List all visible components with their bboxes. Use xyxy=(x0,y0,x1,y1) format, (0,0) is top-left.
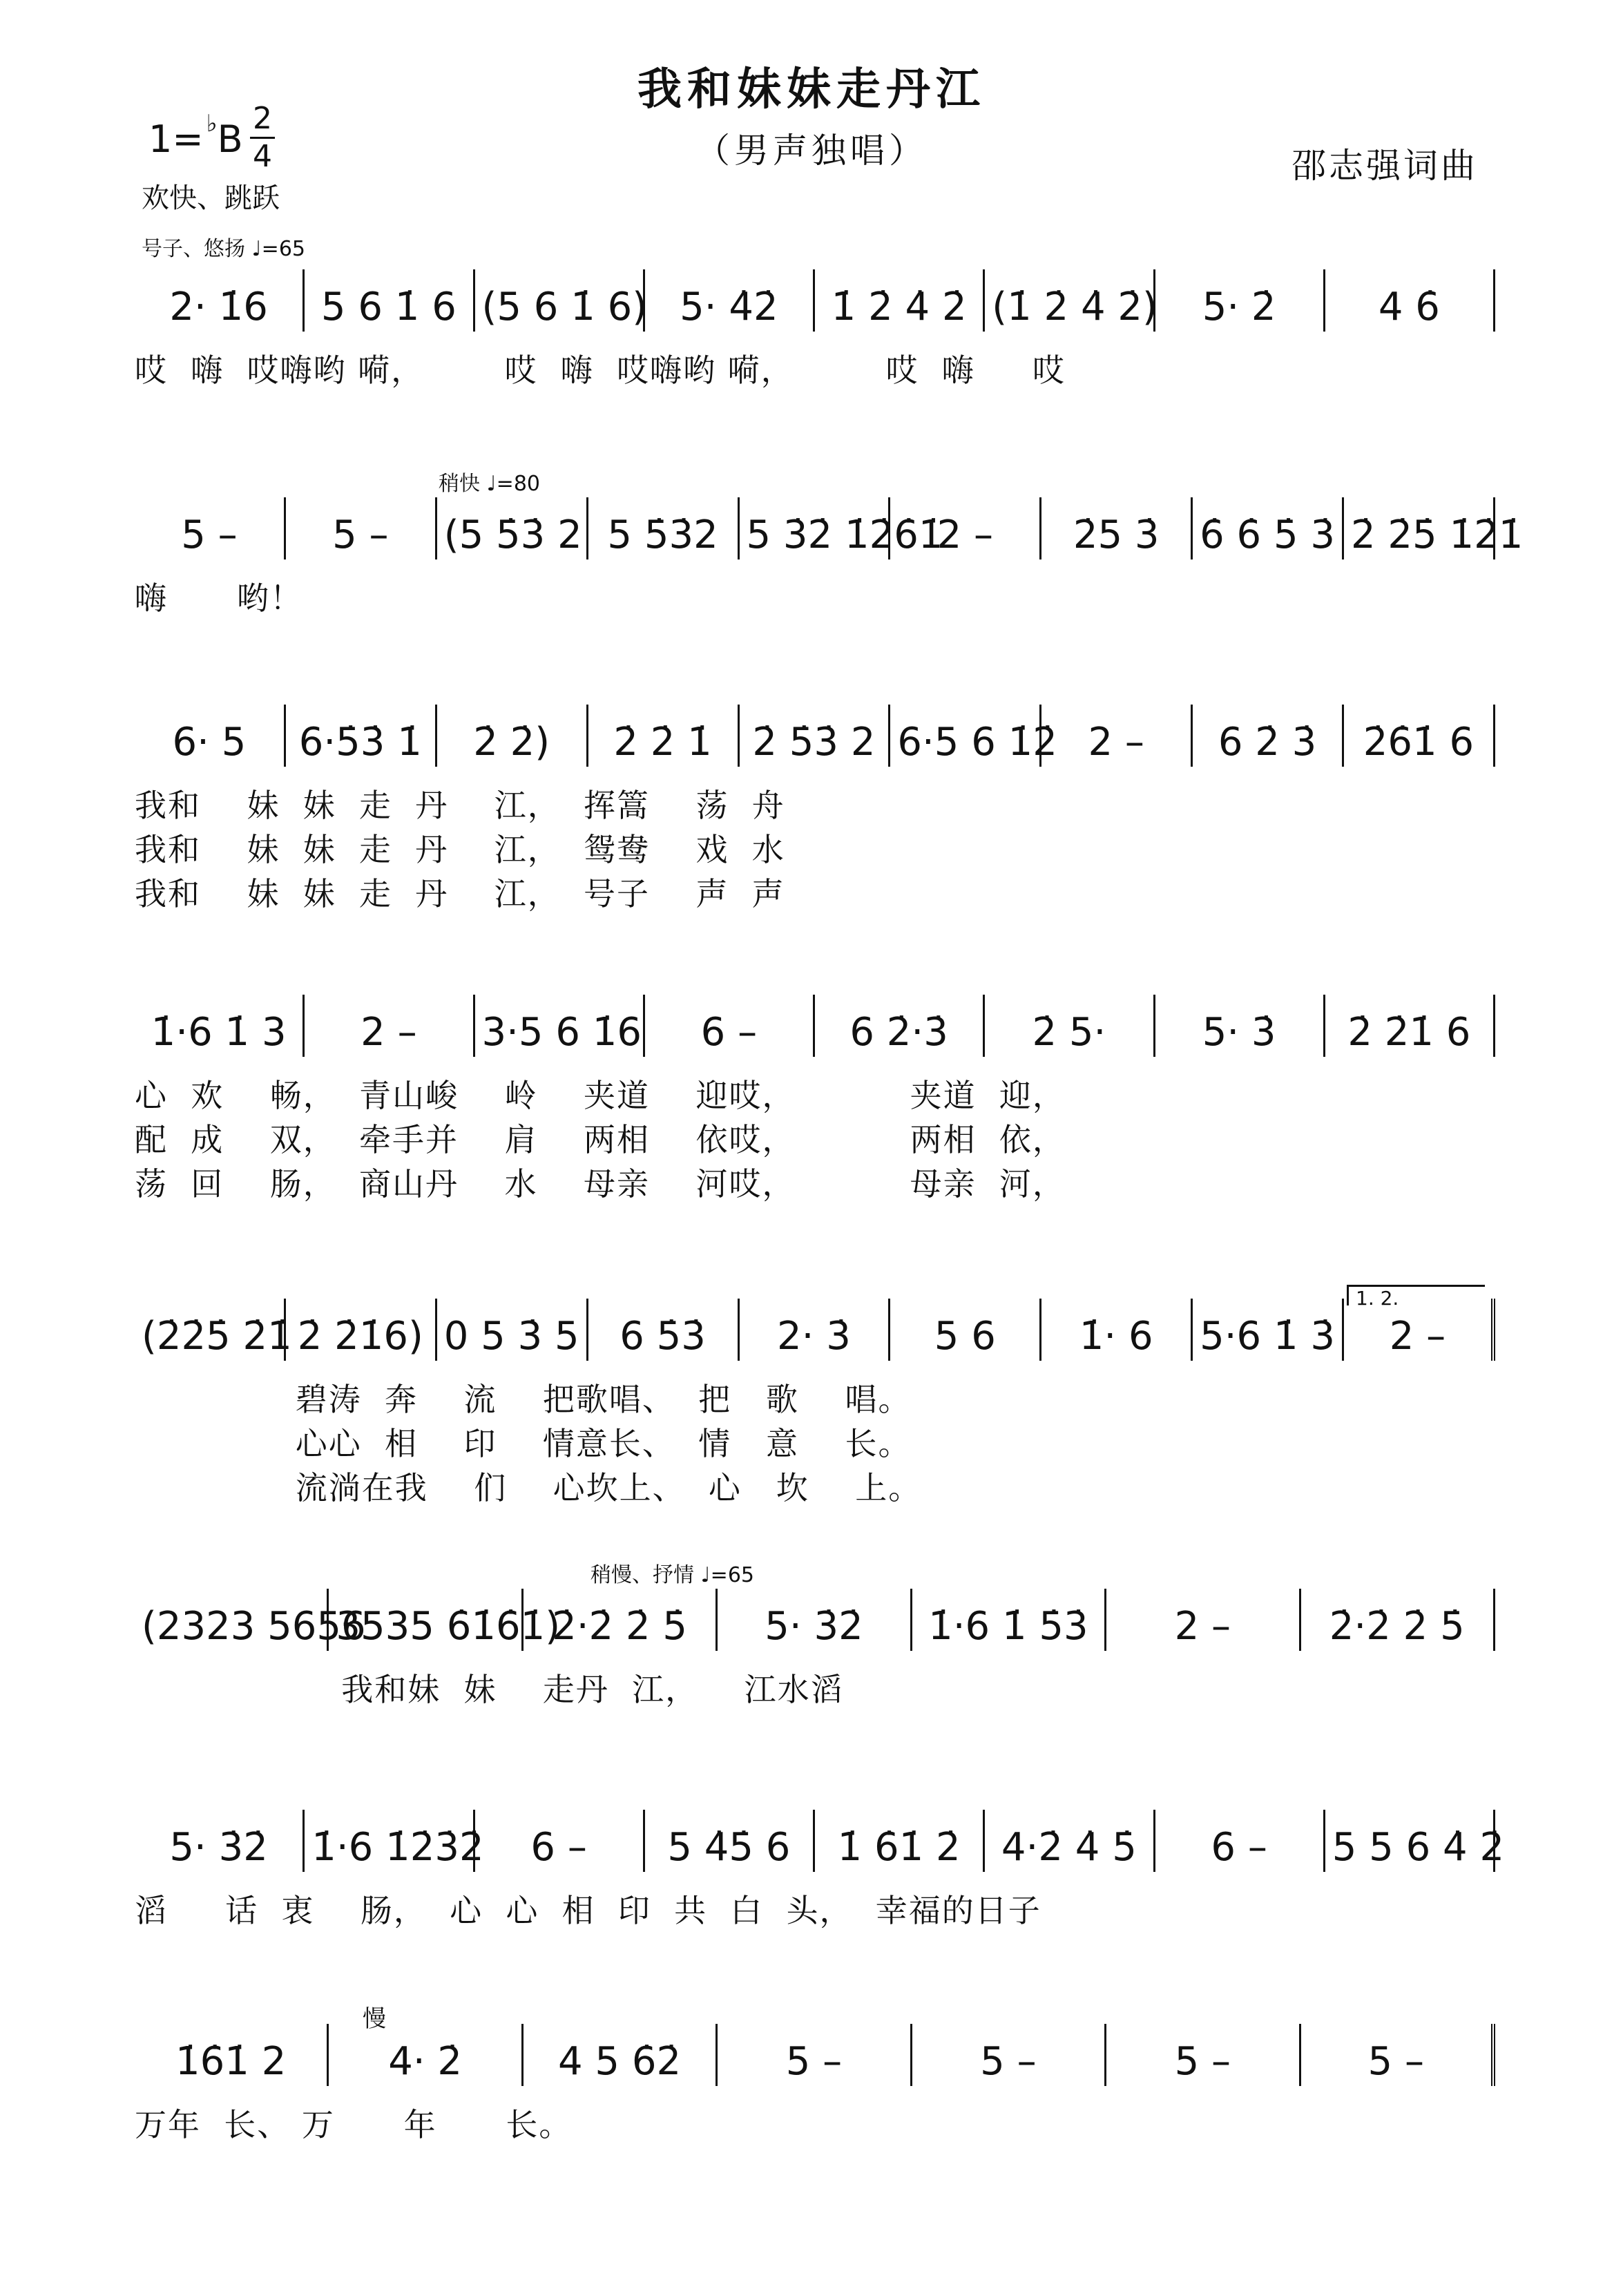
measure: 4·2̇ 4̇ 5̇ xyxy=(985,1810,1155,1872)
measure: 5 6 1̇ 6 xyxy=(305,269,474,332)
key-label: 1= xyxy=(148,117,204,161)
measure: 2̇6̇1̇ 6 xyxy=(1344,705,1495,767)
lyric-line: 我和 妹 妹 走 丹 江， 鸳鸯 戏 水 xyxy=(135,831,785,868)
measure: (2323 5656 xyxy=(135,1589,329,1651)
measure: 6 2̇·3̇ xyxy=(815,995,985,1057)
measure: 5 4̇5̇ 6 xyxy=(645,1810,815,1872)
flat-sign: ♭ xyxy=(206,110,218,137)
key-signature xyxy=(148,110,243,161)
key-note: B xyxy=(217,117,243,161)
measure: 2̇ 2̇1̇6) xyxy=(286,1299,437,1361)
lyric-line: 荡 回 肠， 商山丹 水 母亲 河哎， 母亲 河， xyxy=(135,1165,1066,1203)
slow-mark: 慢 xyxy=(363,2005,386,2033)
measure: (5 5̇3̇ 2 xyxy=(437,497,588,559)
measure: (1̇ 2̇ 4̇ 2̇) xyxy=(985,269,1155,332)
measure: 1̇·6 1̇2̇3̇2̇ xyxy=(305,1810,474,1872)
measure: 1̇·6 1̇ 3 xyxy=(135,995,305,1057)
composer: 邵志强词曲 xyxy=(1291,146,1478,186)
measure: 1̇·6 1̇ 5̇3̇ xyxy=(912,1589,1106,1651)
measure: 6 – xyxy=(475,1810,645,1872)
measure: 2̇ 2̇1̇ 6 xyxy=(1325,995,1495,1057)
measure: 6·5 6 1̇2̇ xyxy=(890,705,1041,767)
measure: 5 – xyxy=(135,497,286,559)
measure: 1̇6̇1̇ 2 xyxy=(135,2024,329,2086)
measure: 5· 2̇ xyxy=(1155,269,1325,332)
tempo-mark-2: 稍快 ♩=80 xyxy=(439,472,540,496)
measure: 5 – xyxy=(1301,2024,1495,2086)
measure: 5 – xyxy=(912,2024,1106,2086)
song-subtitle: （男声独唱） xyxy=(695,131,928,171)
staff-line xyxy=(135,269,1495,332)
measure: 3·5 6 1̇6 xyxy=(475,995,645,1057)
staff-line xyxy=(135,497,1524,559)
lyric-line: 配 成 双， 牵手并 肩 两相 依哎， 两相 依， xyxy=(135,1121,1066,1158)
time-sig-bottom: 4 xyxy=(253,139,272,174)
measure: 5· 3̇2̇ xyxy=(718,1589,912,1651)
lyric-line: 滔 话 衷 肠， 心 心 相 印 共 白 头， 幸福的日子 xyxy=(135,1892,1041,1929)
measure: 5· 4̇2̇ xyxy=(645,269,815,332)
measure: 4 5 6̇2̇ xyxy=(524,2024,718,2086)
measure: 6 2̇ 3̇ xyxy=(1193,705,1344,767)
measure: 5 3̇2̇ 1̇2̇6̇1̇ xyxy=(740,497,891,559)
measure: 2̇·2̇ 2̇ 5̇ xyxy=(1301,1589,1495,1651)
staff-line xyxy=(135,1589,1495,1651)
lyric-line: 心心 相 印 情意长、 情 意 长。 xyxy=(135,1425,912,1462)
measure: 6 – xyxy=(1155,1810,1325,1872)
lyric-line: 万年 长、 万 年 长。 xyxy=(135,2106,573,2143)
measure: 6 – xyxy=(645,995,815,1057)
expression-mark: 欢快、跳跃 xyxy=(142,182,280,214)
lyric-line: 哎 嗨 哎嗨哟 嗬， 哎 嗨 哎嗨哟 嗬， 哎 嗨 哎 xyxy=(135,352,1066,389)
time-signature xyxy=(250,101,275,174)
song-title: 我和妹妹走丹江 xyxy=(637,64,986,115)
measure: (5 6 1̇ 6) xyxy=(475,269,645,332)
lyric-line: 我和妹 妹 走丹 江， 江水滔 xyxy=(135,1671,844,1708)
measure: 6 5̇3̇ xyxy=(588,1299,740,1361)
measure: 2 – xyxy=(1106,1589,1300,1651)
staff-line xyxy=(135,1810,1505,1872)
measure: 1̇ 2̇ 4̇ 2̇ xyxy=(815,269,985,332)
measure: 3535 6̇1̇6̇1̇) xyxy=(329,1589,523,1651)
tempo-mark-1: 号子、悠扬 ♩=65 xyxy=(142,237,305,261)
measure: 1̇ 6̇1̇ 2̇ xyxy=(815,1810,985,1872)
measure: 1̇· 6 xyxy=(1041,1299,1193,1361)
volta-bracket: 1. 2. xyxy=(1347,1285,1485,1305)
measure: 5·6 1̇ 3̇ xyxy=(1193,1299,1344,1361)
measure: 5 6 xyxy=(890,1299,1041,1361)
measure: 5 5 6 4̇ 2̇ xyxy=(1325,1810,1495,1872)
lyric-line: 心 欢 畅， 青山峻 岭 夹道 迎哎， 夹道 迎， xyxy=(135,1077,1066,1114)
measure: 2̇ 2̇ 1̇ xyxy=(588,705,740,767)
measure: 2̇ 2̇5̇ 1̇2̇1̇ xyxy=(1344,497,1495,559)
measure: 5 – xyxy=(1106,2024,1300,2086)
measure: 2 – xyxy=(1041,705,1193,767)
measure: 4 6̇ xyxy=(1325,269,1495,332)
lyric-line: 我和 妹 妹 走 丹 江， 挥篙 荡 舟 xyxy=(135,787,785,824)
measure: 2 – xyxy=(890,497,1041,559)
measure: 2̇ 5· xyxy=(985,995,1155,1057)
tempo-mark-3: 稍慢、抒情 ♩=65 xyxy=(590,1563,754,1587)
measure: 6̇ 6̇ 5̇ 3̇ xyxy=(1193,497,1344,559)
measure: 2̇ 5̇3̇ 2 xyxy=(740,705,891,767)
measure: 6· 5 xyxy=(135,705,286,767)
measure: 2̇·2̇ 2̇ 5̇ xyxy=(524,1589,718,1651)
measure: 2̇5 3̇ xyxy=(1041,497,1193,559)
measure: 5 – xyxy=(718,2024,912,2086)
staff-line xyxy=(135,705,1495,767)
measure: 6·5̇3̇ 1̇ xyxy=(286,705,437,767)
lyric-line: 嗨 哟！ xyxy=(135,580,303,617)
measure: 5· 3̇ xyxy=(1155,995,1325,1057)
measure: 2 – xyxy=(305,995,474,1057)
measure: 2̇ 2̇) xyxy=(437,705,588,767)
measure: 5· 3̇2̇ xyxy=(135,1810,305,1872)
measure: (2̇2̇5̇ 2̇1̇ xyxy=(135,1299,286,1361)
measure: 0 5 3̇ 5 xyxy=(437,1299,588,1361)
lyric-line: 我和 妹 妹 走 丹 江， 号子 声 声 xyxy=(135,875,785,912)
time-sig-top: 2 xyxy=(253,101,272,136)
lyric-line: 碧涛 奔 流 把歌唱、 把 歌 唱。 xyxy=(135,1381,912,1418)
measure: 2· 1̇6 xyxy=(135,269,305,332)
measure: 2· 3̇ xyxy=(740,1299,891,1361)
lyric-line: 流淌在我 们 心坎上、 心 坎 上。 xyxy=(135,1469,922,1506)
measure: 4· 2̇ xyxy=(329,2024,523,2086)
measure: 2 – xyxy=(1344,1299,1495,1361)
measure: 5 – xyxy=(286,497,437,559)
staff-line xyxy=(135,1299,1495,1361)
staff-line xyxy=(135,995,1495,1057)
staff-line xyxy=(135,2024,1495,2086)
measure: 5 5̇3̇2 xyxy=(588,497,740,559)
